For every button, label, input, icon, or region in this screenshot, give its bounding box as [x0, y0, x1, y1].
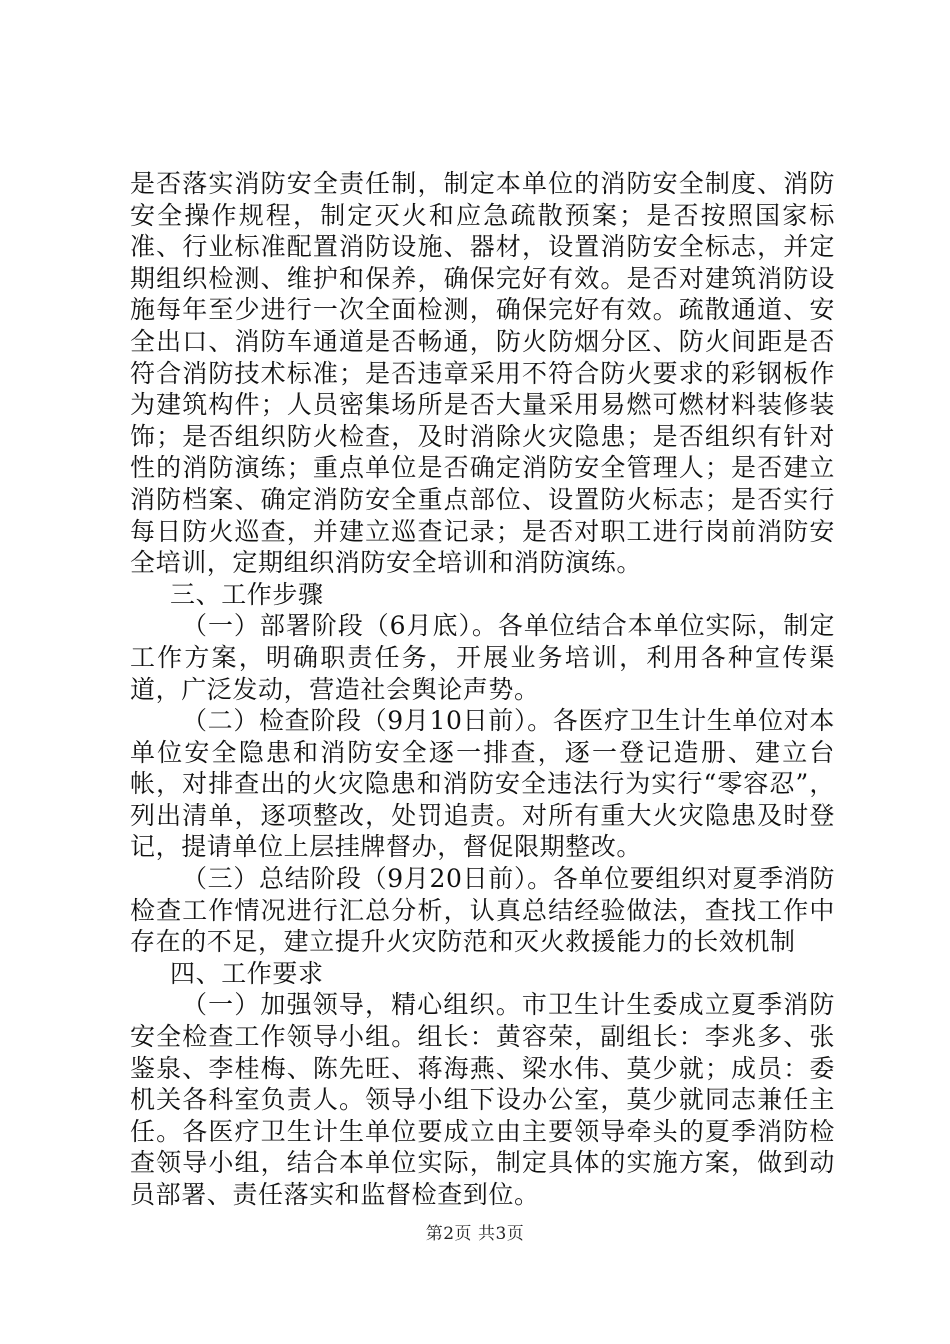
paragraph-leadership: （一）加强领导，精心组织。市卫生计生委成立夏季消防安全检查工作领导小组。组长：黄容荣，副组长：李兆多、张鉴泉、李桂梅、陈先旺、蒋海燕、梁水伟、莫少就；成员：委机关各科室负责人。领导小组下设办公室，莫少就同志兼任主任。各医疗卫生计生单位要成立由主要领导牵头的夏季消防检查领导小组，结合本单位实际，制定具体的实施方案，做到动员部署、责任落实和监督检查到位。: [130, 990, 835, 1209]
document-body: [130, 168, 835, 1211]
paragraph-inspection-phase: （二）检查阶段（9月10日前）。各医疗卫生计生单位对本单位安全隐患和消防安全逐一排查，逐一登记造册、建立台帐，对排查出的火灾隐患和消防安全违法行为实行“零容忍”，列出清单，逐项整改，处罚追责。对所有重大火灾隐患及时登记，提请单位上层挂牌督办，督促限期整改。: [130, 706, 835, 862]
section-heading-work-requirements: 四、工作要求: [170, 958, 324, 988]
paragraph-inspection-items: 是否落实消防安全责任制，制定本单位的消防安全制度、消防安全操作规程，制定灭火和应急疏散预案；是否按照国家标准、行业标准配置消防设施、器材，设置消防安全标志，并定期组织检测、维护和保养，确保完好有效。是否对建筑消防设施每年至少进行一次全面检测，确保完好有效。疏散通道、安全出口、消防车通道是否畅通，防火防烟分区、防火间距是否符合消防技术标准；是否违章采用不符合防火要求的彩钢板作为建筑构件；人员密集场所是否大量采用易燃可燃材料装修装饰；是否组织防火检查，及时消除火灾隐患；是否组织有针对性的消防演练；重点单位是否确定消防安全管理人；是否建立消防档案、确定消防安全重点部位、设置防火标志；是否实行每日防火巡查，并建立巡查记录；是否对职工进行岗前消防安全培训，定期组织消防安全培训和消防演练。: [130, 169, 835, 578]
paragraph-summary-phase: （三）总结阶段（9月20日前）。各单位要组织对夏季消防检查工作情况进行汇总分析，认真总结经验做法，查找工作中存在的不足，建立提升火灾防范和灭火救援能力的长效机制: [130, 864, 835, 957]
paragraph-deployment-phase: （一）部署阶段（6月底）。各单位结合本单位实际，制定工作方案，明确职责任务，开展业务培训，利用各种宣传渠道，广泛发动，营造社会舆论声势。: [130, 611, 835, 704]
section-heading-work-steps: 三、工作步骤: [170, 579, 324, 609]
page-number-footer: 第2页 共3页: [425, 1224, 525, 1244]
